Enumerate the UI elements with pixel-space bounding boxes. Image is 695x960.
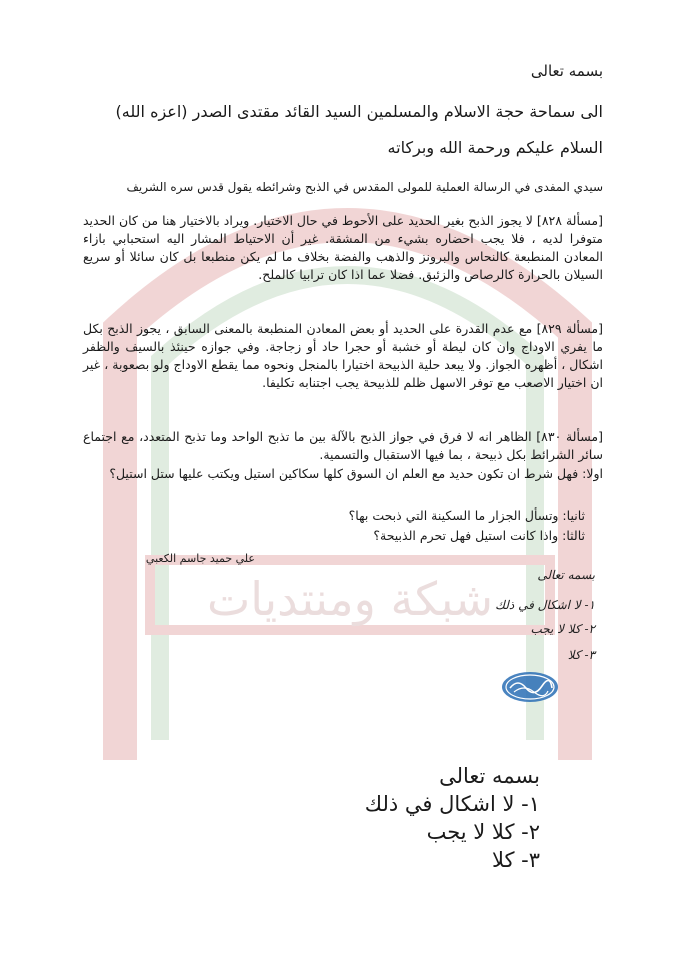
transcription-answer-2: ٢- كلا لا يجب bbox=[426, 820, 540, 844]
paragraph-828: [مسألة ٨٢٨] لا يجوز الذبح بغير الحديد على الأحوط في حال الاختيار. ويراد بالاختيار هنا من كان الحديد متوفرا لديه ، فلا يجب احضاره بشيء من المشقة. غير أن الاحتياط المشار اليه استحبابي بازاء المعادن المنطبعة كالنحاس والبرونز والذهب والفضة بخلاف ما لم يكن منطبعا بل كان سائلا أو سريع السيلان بالحرارة كالرصاص والزئبق. فضلا عما اذا كان ترابيا كالملح. bbox=[83, 213, 604, 282]
handwritten-answer-2: ٢- كلا لا يجب bbox=[530, 622, 595, 636]
transcription-answer-1: ١- لا اشكال في ذلك bbox=[364, 792, 540, 816]
handwritten-answer-3: ٣- كلا bbox=[567, 648, 595, 662]
question-intro: سيدي المفدى في الرسالة العملية للمولى المقدس في الذبح وشرائطه يقول قدس سره الشريف bbox=[126, 180, 603, 194]
sender-signature: علي حميد جاسم الكعبي bbox=[145, 552, 255, 565]
handwritten-answer-1: ١- لا اشكال في ذلك bbox=[495, 598, 595, 612]
sub-question-1: اولا: فهل شرط ان تكون حديد مع العلم ان السوق كلها سكاكين استيل ويكتب عليها ستل استيل؟ bbox=[109, 466, 603, 481]
watermark-text: شبكة ومنتديات bbox=[207, 572, 493, 626]
paragraph-829: [مسألة ٨٢٩] مع عدم القدرة على الحديد أو بعض المعادن المنطبعة بالمعنى السابق ، يجوز الذبح بكل ما يفري الاوداج وان كان ليطة أو خشبة أو حجرا حاد أو زجاجة. وفي جوازه حينئذ بالسيف والظفر اشكال ، أظهره الجواز. ولا يبعد حلية الذبيحة اختيارا بالمنجل ونحوه مما يقطع الاوداج ولو بصعوبة ، غير ان اختيار الاصعب مع توفر الاسهل ظلم للذبيحة يجب اجتنابه تكليفا. bbox=[83, 321, 604, 390]
sub-question-3: ثالثا: واذا كانت استيل فهل تحرم الذبيحة؟ bbox=[373, 528, 585, 543]
paragraph-830: [مسألة ٨٣٠] الظاهر انه لا فرق في جواز الذبح بالآلة بين ما تذبح الواحد وما تذبح المتعدد، مع اجتماع سائر الشرائط بكل ذبيحة ، بما فيها الاستقبال والتسمية. bbox=[83, 429, 603, 462]
basmala: بسمه تعالى bbox=[530, 62, 603, 80]
sub-question-2: ثانيا: وتسأل الجزار ما السكينة التي ذبحت بها؟ bbox=[348, 508, 585, 523]
transcription-title: بسمه تعالى bbox=[439, 764, 540, 788]
handwritten-basmala: بسمه تعالى bbox=[537, 568, 595, 582]
transcription-answer-3: ٣- كلا bbox=[491, 848, 540, 872]
addressee-line: الى سماحة حجة الاسلام والمسلمين السيد القائد مقتدى الصدر (اعزه الله) bbox=[115, 102, 603, 121]
office-seal-icon bbox=[500, 670, 560, 704]
greeting-line: السلام عليكم ورحمة الله وبركاته bbox=[387, 138, 603, 157]
